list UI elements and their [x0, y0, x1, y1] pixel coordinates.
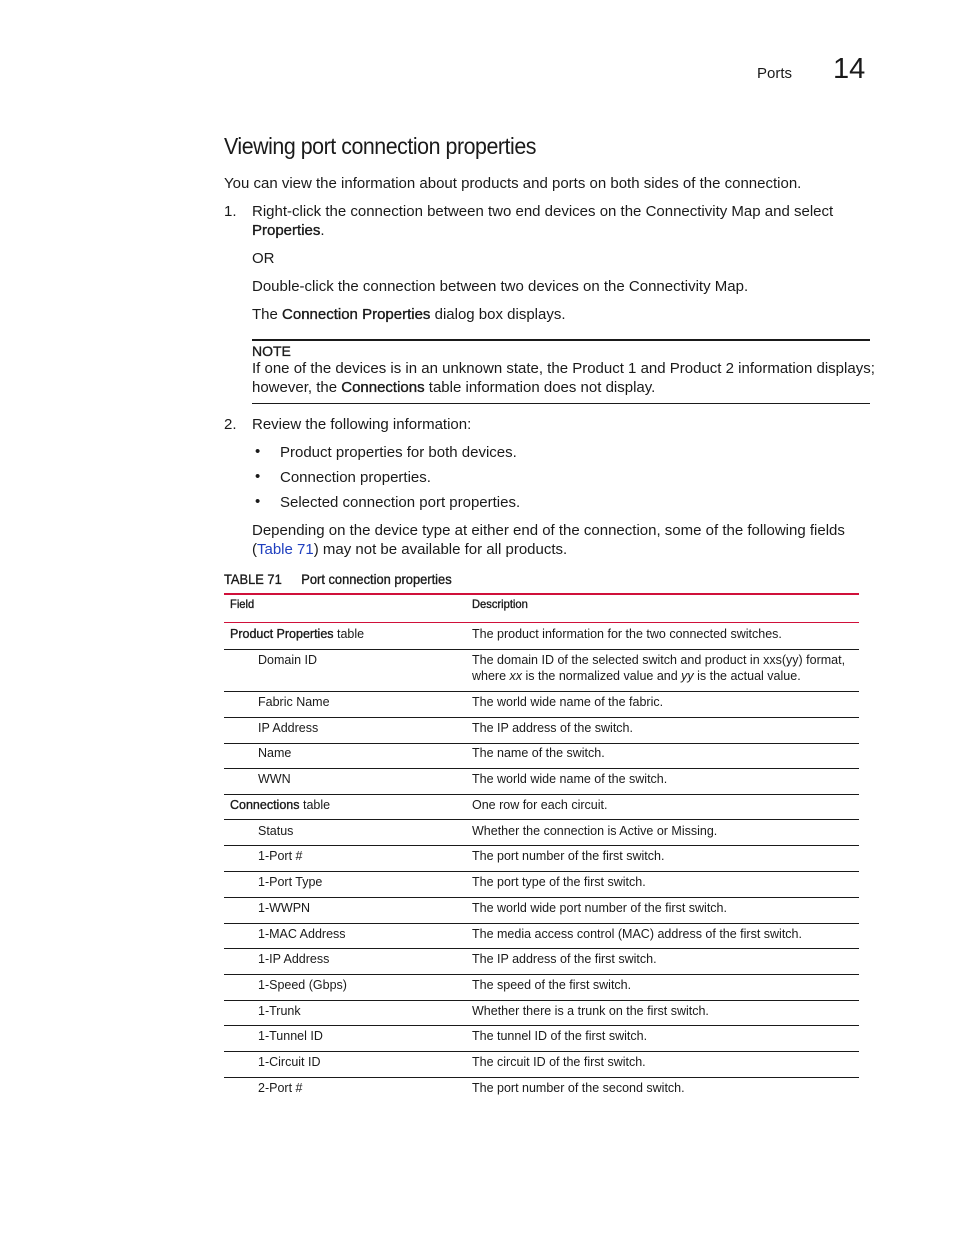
- bullet-icon: •: [255, 443, 261, 460]
- row-divider: [224, 794, 859, 795]
- table-cell-description: The speed of the first switch.: [472, 978, 632, 992]
- table-71-link[interactable]: Table 71: [257, 541, 314, 558]
- table-title: Port connection properties: [301, 571, 452, 587]
- table-cell-field: WWN: [258, 772, 291, 786]
- column-header-description: Description: [472, 597, 528, 611]
- step-2-number: 2.: [224, 416, 237, 433]
- table-cell-field: 1-Port #: [258, 849, 303, 863]
- step-1-number: 1.: [224, 203, 237, 220]
- bullet-icon: •: [255, 493, 261, 510]
- column-header-field: Field: [230, 597, 255, 611]
- row-divider: [224, 819, 859, 820]
- table-cell-field: 1-WWPN: [258, 901, 311, 915]
- step-1-continuation: Properties.: [252, 222, 325, 239]
- table-cell-description-cont: where xx is the normalized value and yy is the actual value.: [472, 669, 801, 683]
- step-2-text: Review the following information:: [252, 416, 472, 433]
- row-divider: [224, 768, 859, 769]
- table-cell-description: The port number of the first switch.: [472, 849, 665, 863]
- table-cell-description: The world wide port number of the first switch.: [472, 901, 727, 915]
- table-cell-description: The world wide name of the fabric.: [472, 695, 664, 709]
- table-cell-field: Domain ID: [258, 653, 318, 667]
- row-divider: [224, 717, 859, 718]
- intro-paragraph: You can view the information about products and ports on both sides of the connection.: [224, 175, 802, 192]
- row-divider: [224, 1000, 859, 1001]
- table-cell-field: Fabric Name: [258, 695, 330, 709]
- list-item: Product properties for both devices.: [280, 444, 517, 461]
- note-heading: NOTE: [252, 343, 291, 359]
- list-item: Selected connection port properties.: [280, 494, 521, 511]
- table-cell-description: The product information for the two connected switches.: [472, 627, 782, 641]
- table-cell-field: 1-Circuit ID: [258, 1055, 321, 1069]
- list-item: Connection properties.: [280, 469, 431, 486]
- table-cell-field: 1-Trunk: [258, 1004, 301, 1018]
- table-cell-description: Whether the connection is Active or Missing.: [472, 824, 718, 838]
- table-cell-field: 1-Speed (Gbps): [258, 978, 347, 992]
- row-divider: [224, 649, 859, 650]
- table-cell-description: The name of the switch.: [472, 746, 605, 760]
- connections-label: Connections: [341, 379, 425, 396]
- table-cell-field: 1-MAC Address: [258, 927, 346, 941]
- table-cell-description: The world wide name of the switch.: [472, 772, 668, 786]
- row-divider: [224, 923, 859, 924]
- table-cell-field: 1-Port Type: [258, 875, 323, 889]
- header-rule: [224, 622, 859, 623]
- row-divider: [224, 743, 859, 744]
- chapter-number: 14: [833, 53, 866, 85]
- note-line-1: If one of the devices is in an unknown state, the Product 1 and Product 2 information displays;: [252, 360, 875, 377]
- step-1-or: OR: [252, 250, 275, 267]
- row-divider: [224, 845, 859, 846]
- note-top-rule: [252, 339, 870, 341]
- properties-label: Properties: [252, 222, 321, 239]
- table-caption: [224, 571, 452, 587]
- step-1-alternative: Double-click the connection between two devices on the Connectivity Map.: [252, 278, 749, 295]
- table-cell-field: 1-IP Address: [258, 952, 330, 966]
- table-cell-description: The IP address of the switch.: [472, 721, 633, 735]
- dependency-note-line-2: (Table 71) may not be available for all products.: [252, 541, 568, 558]
- table-cell-field: 2-Port #: [258, 1081, 303, 1095]
- bullet-icon: •: [255, 468, 261, 485]
- row-divider: [224, 1051, 859, 1052]
- row-divider: [224, 948, 859, 949]
- dependency-note-line-1: Depending on the device type at either end of the connection, some of the following fields: [252, 522, 845, 539]
- step-1-text: Right-click the connection between two end devices on the Connectivity Map and select: [252, 203, 834, 220]
- table-cell-field: Connections table: [230, 798, 331, 812]
- table-top-rule: [224, 593, 859, 595]
- table-cell-description: The domain ID of the selected switch and product in xxs(yy) format,: [472, 653, 846, 667]
- section-title: Viewing port connection properties: [224, 133, 536, 159]
- note-line-2: however, the Connections table information does not display.: [252, 379, 656, 396]
- row-divider: [224, 1077, 859, 1078]
- dialog-name: Connection Properties: [282, 306, 431, 323]
- table-cell-description: The port number of the second switch.: [472, 1081, 685, 1095]
- table-cell-field: Name: [258, 746, 292, 760]
- table-cell-field: Status: [258, 824, 294, 838]
- table-cell-description: Whether there is a trunk on the first switch.: [472, 1004, 709, 1018]
- table-cell-field: 1-Tunnel ID: [258, 1029, 323, 1043]
- row-divider: [224, 691, 859, 692]
- table-cell-description: The media access control (MAC) address of the first switch.: [472, 927, 802, 941]
- table-cell-description: The port type of the first switch.: [472, 875, 646, 889]
- row-divider: [224, 1025, 859, 1026]
- note-bottom-rule: [252, 403, 870, 404]
- row-divider: [224, 871, 859, 872]
- table-cell-description: The circuit ID of the first switch.: [472, 1055, 646, 1069]
- table-cell-field: IP Address: [258, 721, 319, 735]
- table-cell-description: The tunnel ID of the first switch.: [472, 1029, 648, 1043]
- table-cell-description: The IP address of the first switch.: [472, 952, 657, 966]
- row-divider: [224, 897, 859, 898]
- step-1-result: The Connection Properties dialog box displays.: [252, 306, 566, 323]
- running-header-section: Ports: [757, 65, 793, 82]
- table-cell-field: Product Properties table: [230, 627, 365, 641]
- table-cell-description: One row for each circuit.: [472, 798, 608, 812]
- row-divider: [224, 974, 859, 975]
- table-label: TABLE 71: [224, 571, 282, 587]
